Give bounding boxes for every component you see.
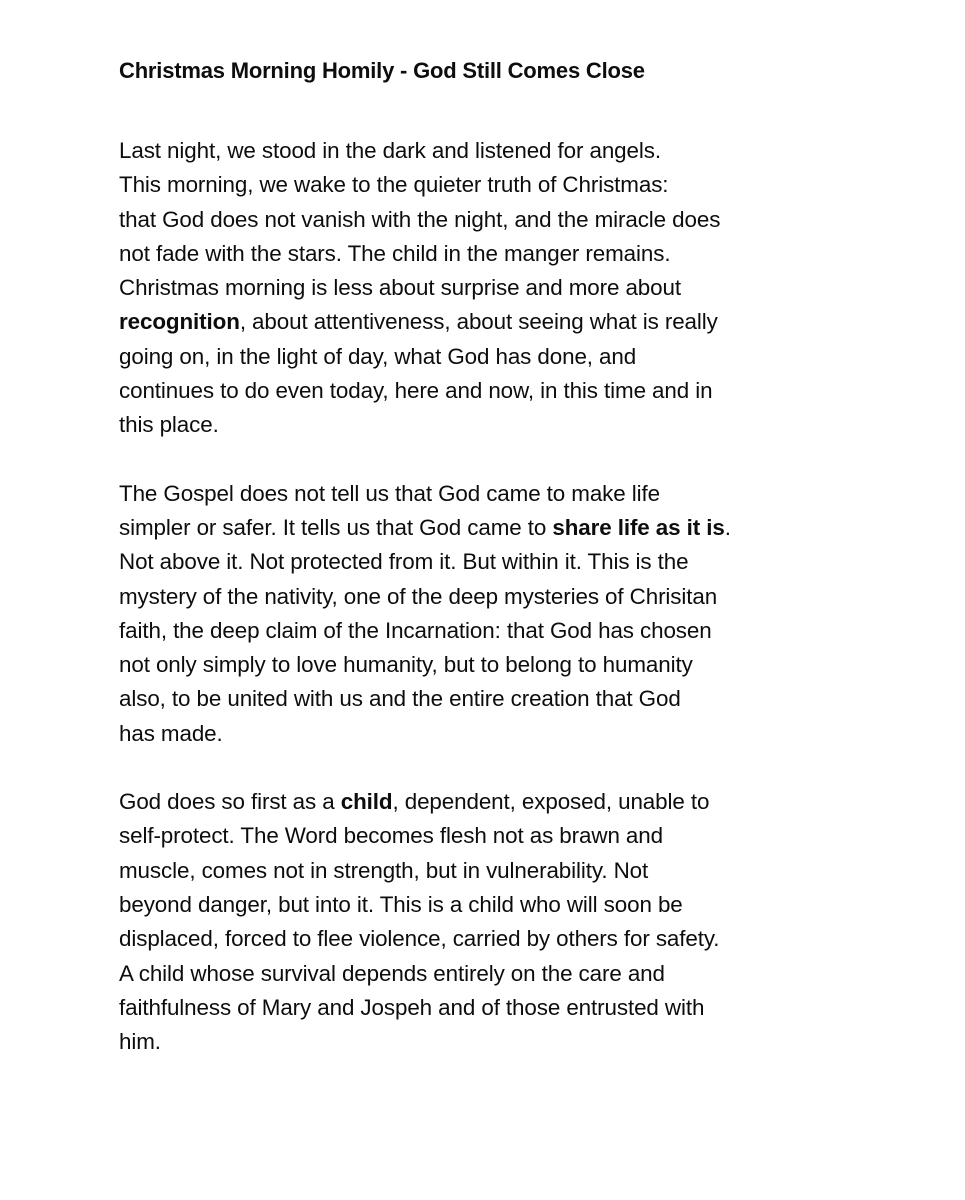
text-line [119, 580, 879, 614]
body-paragraph-3 [119, 785, 879, 1059]
text-line [119, 511, 879, 545]
text-line [119, 408, 879, 442]
text-segment: faith, the deep claim of the Incarnation: that God has chosen [119, 617, 712, 643]
text-segment: . [724, 514, 731, 540]
text-line [119, 545, 879, 579]
text-segment: muscle, comes not in strength, but in vulnerability. Not [119, 857, 649, 883]
text-line [119, 888, 879, 922]
text-segment: The Gospel does not tell us that God came to make life [119, 480, 660, 506]
text-segment: beyond danger, but into it. This is a child who will soon be [119, 891, 683, 917]
text-line [119, 477, 879, 511]
text-line [119, 271, 879, 305]
text-line [119, 374, 879, 408]
text-segment: A child whose survival depends entirely on the care and [119, 960, 665, 986]
text-segment: , dependent, exposed, unable to [392, 789, 710, 815]
text-line [119, 168, 879, 202]
spacer [119, 90, 879, 134]
text-line [119, 922, 879, 956]
text-segment: also, to be united with us and the entire creation that God [119, 686, 681, 712]
text-line [119, 203, 879, 237]
text-segment: displaced, forced to flee violence, carried by others for safety. [119, 926, 720, 952]
text-line [119, 717, 879, 751]
body-paragraph-2 [119, 477, 879, 751]
text-segment: not fade with the stars. The child in the manger remains. [119, 240, 671, 266]
paragraph-spacer [119, 443, 879, 477]
paragraph-spacer [119, 751, 879, 785]
document-title: Christmas Morning Homily - God Still Comes Close [119, 58, 645, 83]
text-segment: Last night, we stood in the dark and listened for angels. [119, 138, 661, 163]
document-body [119, 134, 879, 1059]
emphasis-text: recognition [119, 309, 240, 335]
emphasis-text: share life as it is [552, 514, 725, 540]
text-segment: that God does not vanish with the night, and the miracle does [119, 206, 721, 232]
text-segment: him. [119, 1029, 161, 1055]
text-line [119, 340, 879, 374]
text-line [119, 854, 879, 888]
text-segment: Not above it. Not protected from it. But within it. This is the [119, 549, 689, 575]
emphasis-text: child [340, 789, 393, 815]
text-segment: simpler or safer. It tells us that God came to [119, 514, 553, 540]
text-segment: not only simply to love humanity, but to belong to humanity [119, 652, 693, 678]
text-segment: continues to do even today, here and now, in this time and in [119, 378, 713, 404]
text-segment: this place. [119, 412, 219, 438]
body-paragraph-1 [119, 134, 879, 443]
text-segment: self-protect. The Word becomes flesh not as brawn and [119, 823, 663, 849]
text-line [119, 1025, 879, 1059]
text-line [119, 648, 879, 682]
text-segment: mystery of the nativity, one of the deep mysteries of Chrisitan [119, 583, 718, 609]
text-line [119, 785, 879, 819]
text-line [119, 614, 879, 648]
text-line [119, 237, 879, 271]
text-segment: , about attentiveness, about seeing what is really [239, 309, 718, 335]
text-line [119, 957, 879, 991]
text-segment: has made. [119, 720, 223, 746]
text-line [119, 134, 879, 168]
text-line [119, 682, 879, 716]
text-segment: This morning, we wake to the quieter truth of Christmas: [119, 172, 669, 198]
text-line [119, 991, 879, 1025]
text-line [119, 305, 879, 339]
homily-document [119, 52, 879, 1059]
text-segment: faithfulness of Mary and Jospeh and of those entrusted with [119, 994, 705, 1020]
text-segment: going on, in the light of day, what God has done, and [119, 343, 637, 369]
text-segment: God does so first as a [119, 789, 341, 815]
text-segment: Christmas morning is less about surprise and more about [119, 275, 681, 301]
text-line [119, 819, 879, 853]
